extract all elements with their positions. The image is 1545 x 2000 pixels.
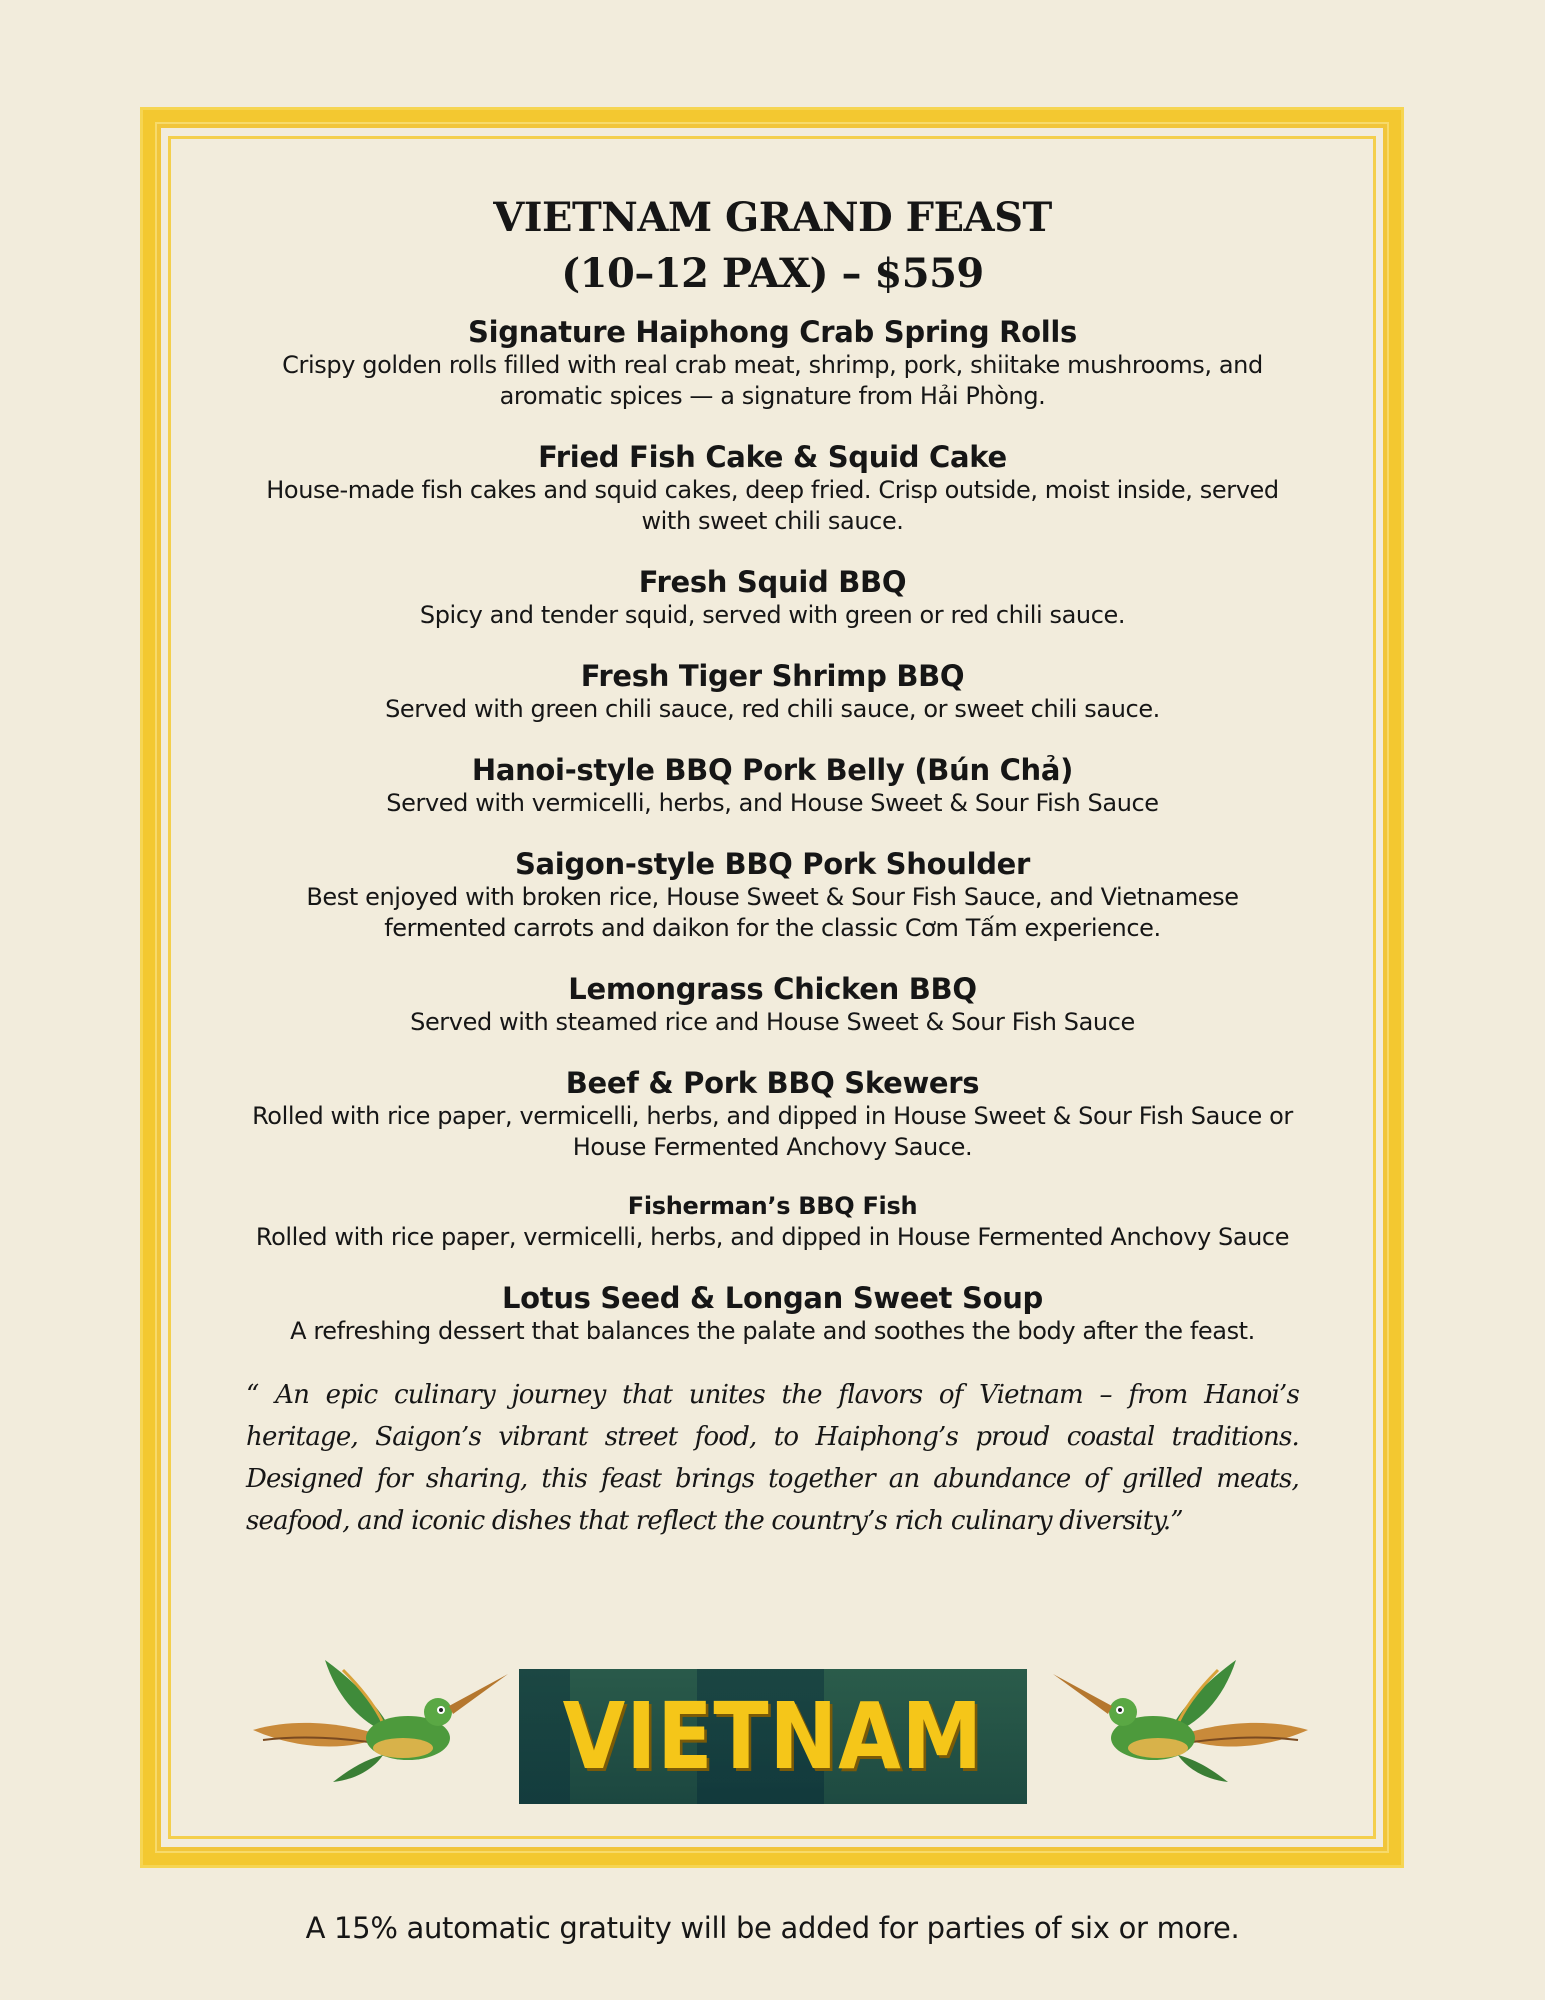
hummingbird-right-icon [1048,1640,1328,1790]
menu-item-name: Lemongrass Chicken BBQ [568,972,977,1006]
menu-item-description: Rolled with rice paper, vermicelli, herbs, and dipped in House Sweet & Sour Fish Sauce or House Fermented Anchovy Sauce. [252,1102,1293,1161]
menu-item-name: Fresh Tiger Shrimp BBQ [580,659,965,693]
menu-item-description: Crispy golden rolls filled with real crab meat, shrimp, pork, shiitake mushrooms, and aromatic spices — a signature from Hải Phòng. [282,351,1263,410]
menu-item-name: Lotus Seed & Longan Sweet Soup [501,1281,1044,1315]
menu-item-name: Fisherman’s BBQ Fish [627,1192,918,1220]
menu-item-description: A refreshing dessert that balances the palate and soothes the body after the feast. [290,1317,1255,1345]
menu-item-name: Beef & Pork BBQ Skewers [565,1066,980,1100]
menu-item [240,314,1305,412]
menu-item-name: Saigon-style BBQ Pork Shoulder [514,847,1031,881]
menu-item-description: Served with vermicelli, herbs, and House Sweet & Sour Fish Sauce [386,789,1159,817]
menu-content [240,190,1305,1568]
menu-item-description: Served with green chili sauce, red chili sauce, or sweet chili sauce. [385,695,1160,723]
menu-item-description: House-made fish cakes and squid cakes, deep fried. Crisp outside, moist inside, served with sweet chili sauce. [266,476,1279,535]
menu-item-description: Best enjoyed with broken rice, House Sweet & Sour Fish Sauce, and Vietnamese fermented carrots and daikon for the classic Cơm Tấm experience. [306,883,1239,942]
menu-title-line2: (10–12 PAX) – $559 [561,250,984,297]
menu-item-name: Fried Fish Cake & Squid Cake [538,440,1007,474]
hummingbird-left-icon [233,1640,513,1790]
menu-item-name: Signature Haiphong Crab Spring Rolls [468,315,1077,349]
menu-item-description: Spicy and tender squid, served with green or red chili sauce. [419,601,1126,629]
menu-item-description: Rolled with rice paper, vermicelli, herbs, and dipped in House Fermented Anchovy Sauce [255,1223,1290,1251]
menu-item-name: Fresh Squid BBQ [638,565,907,599]
menu-items [240,314,1305,1347]
vietnam-logo-text: VIETNAM [562,1683,984,1790]
menu-title [240,190,1305,302]
feast-quote: “ An epic culinary journey that unites the flavors of Vietnam – from Hanoi’s heritage, Saigon’s vibrant street food, to Haiphong’s proud coastal traditions. Designed for sharing, this feast brings together an abundance of grilled meats, seafood, and iconic dishes that reflect the country’s rich culinary diversity.” [246,1380,1299,1536]
menu-item [240,1190,1305,1253]
menu-item-description: Served with steamed rice and House Sweet & Sour Fish Sauce [410,1008,1135,1036]
gratuity-note: A 15% automatic gratuity will be added for parties of six or more. [305,1911,1240,1945]
menu-item [240,439,1305,537]
menu-item [240,564,1305,631]
menu-item [240,971,1305,1038]
vietnam-banner [168,1635,1376,1810]
menu-item [240,1280,1305,1347]
menu-item-name: Hanoi-style BBQ Pork Belly (Bún Chả) [471,753,1074,787]
vietnam-logo [519,1669,1027,1804]
menu-item [240,846,1305,944]
menu-item [240,1065,1305,1163]
menu-title-line1: VIETNAM GRAND FEAST [493,194,1052,241]
menu-item [240,752,1305,819]
menu-item [240,658,1305,725]
